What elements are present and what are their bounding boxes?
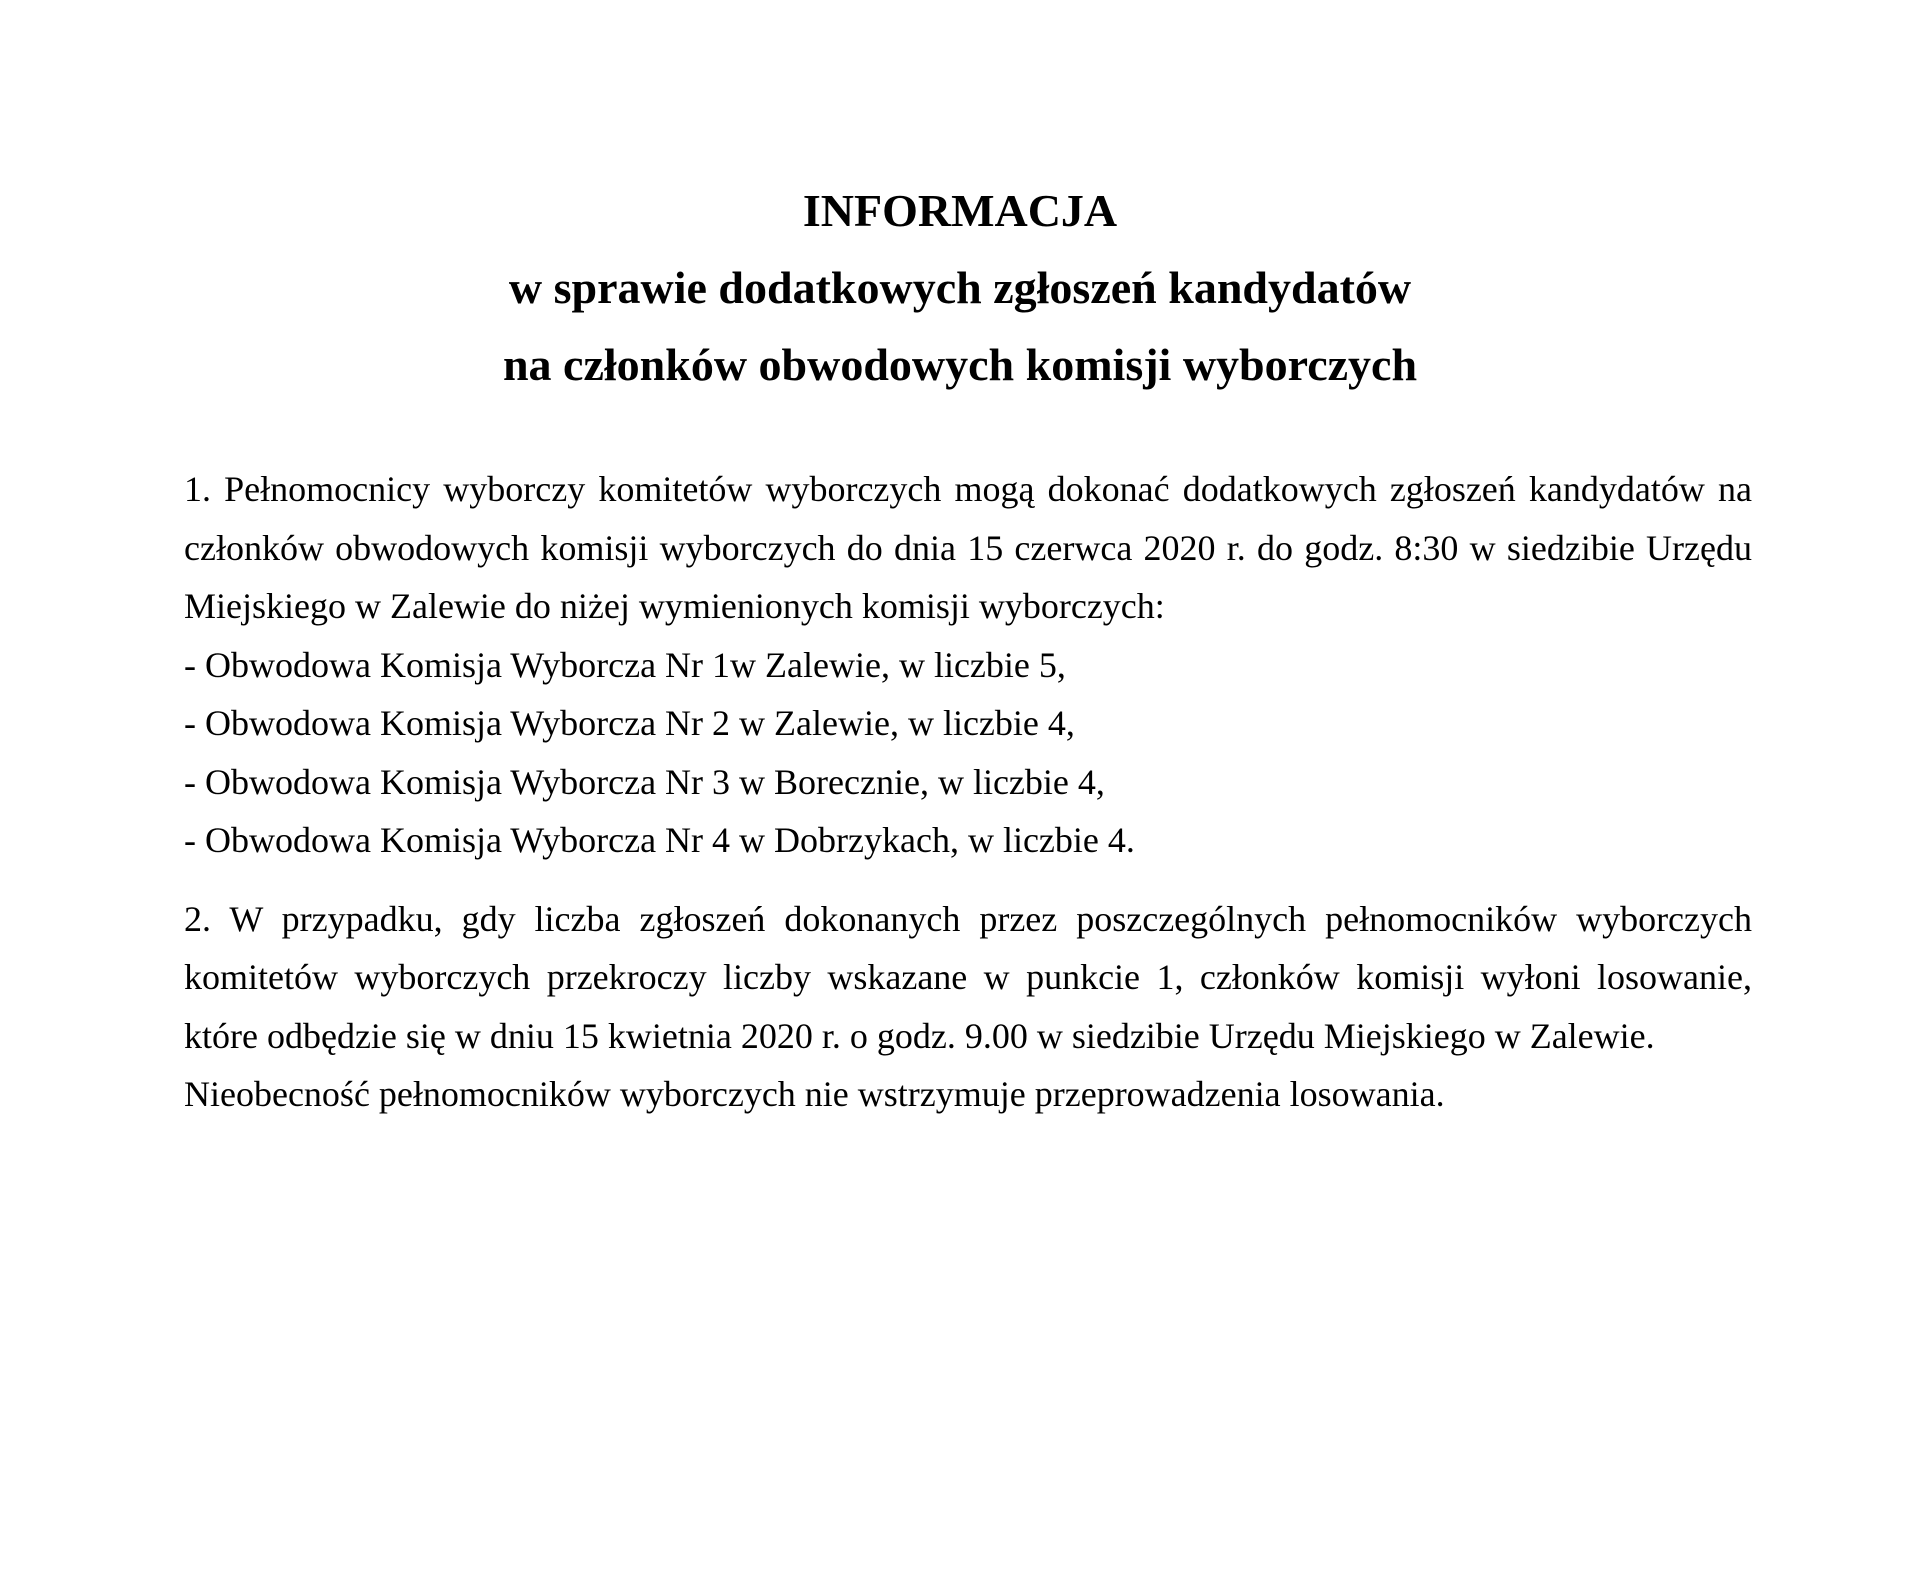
commission-list xyxy=(184,636,1752,870)
list-item: - Obwodowa Komisja Wyborcza Nr 3 w Borecznie, w liczbie 4, xyxy=(184,761,1105,802)
title-line-2: w sprawie dodatkowych zgłoszeń kandydatów xyxy=(508,262,1412,313)
list-item: - Obwodowa Komisja Wyborcza Nr 4 w Dobrzykach, w liczbie 4. xyxy=(184,820,1135,860)
title-line-3: na członków obwodowych komisji wyborczych xyxy=(502,339,1418,390)
list-item: - Obwodowa Komisja Wyborcza Nr 2 w Zalewie, w liczbie 4, xyxy=(184,703,1075,743)
document-title xyxy=(0,172,1920,403)
section-2-note: Nieobecność pełnomocników wyborczych nie wstrzymuje przeprowadzenia losowania. xyxy=(184,1074,1445,1114)
section-1-paragraph: 1. Pełnomocnicy wyborczy komitetów wyborczych mogą dokonać dodatkowych zgłoszeń kandydatów na członków obwodowych komisji wyborczych do dnia 15 czerwca 2020 r. do godz. 8:30 w siedzibie Urzędu Miejskiego w Zalewie do niżej wymienionych komisji wyborczych: xyxy=(184,469,1752,626)
document-body xyxy=(184,460,1752,1124)
title-line-1: INFORMACJA xyxy=(802,185,1118,236)
list-item: - Obwodowa Komisja Wyborcza Nr 1w Zalewie, w liczbie 5, xyxy=(184,644,1066,685)
section-2-paragraph: 2. W przypadku, gdy liczba zgłoszeń dokonanych przez poszczególnych pełnomocników wyborczych komitetów wyborczych przekroczy liczby wskazane w punkcie 1, członków komisji wyłoni losowanie, które odbędzie się w dniu 15 kwietnia 2020 r. o godz. 9.00 w siedzibie Urzędu Miejskiego w Zalewie. xyxy=(184,898,1752,1056)
